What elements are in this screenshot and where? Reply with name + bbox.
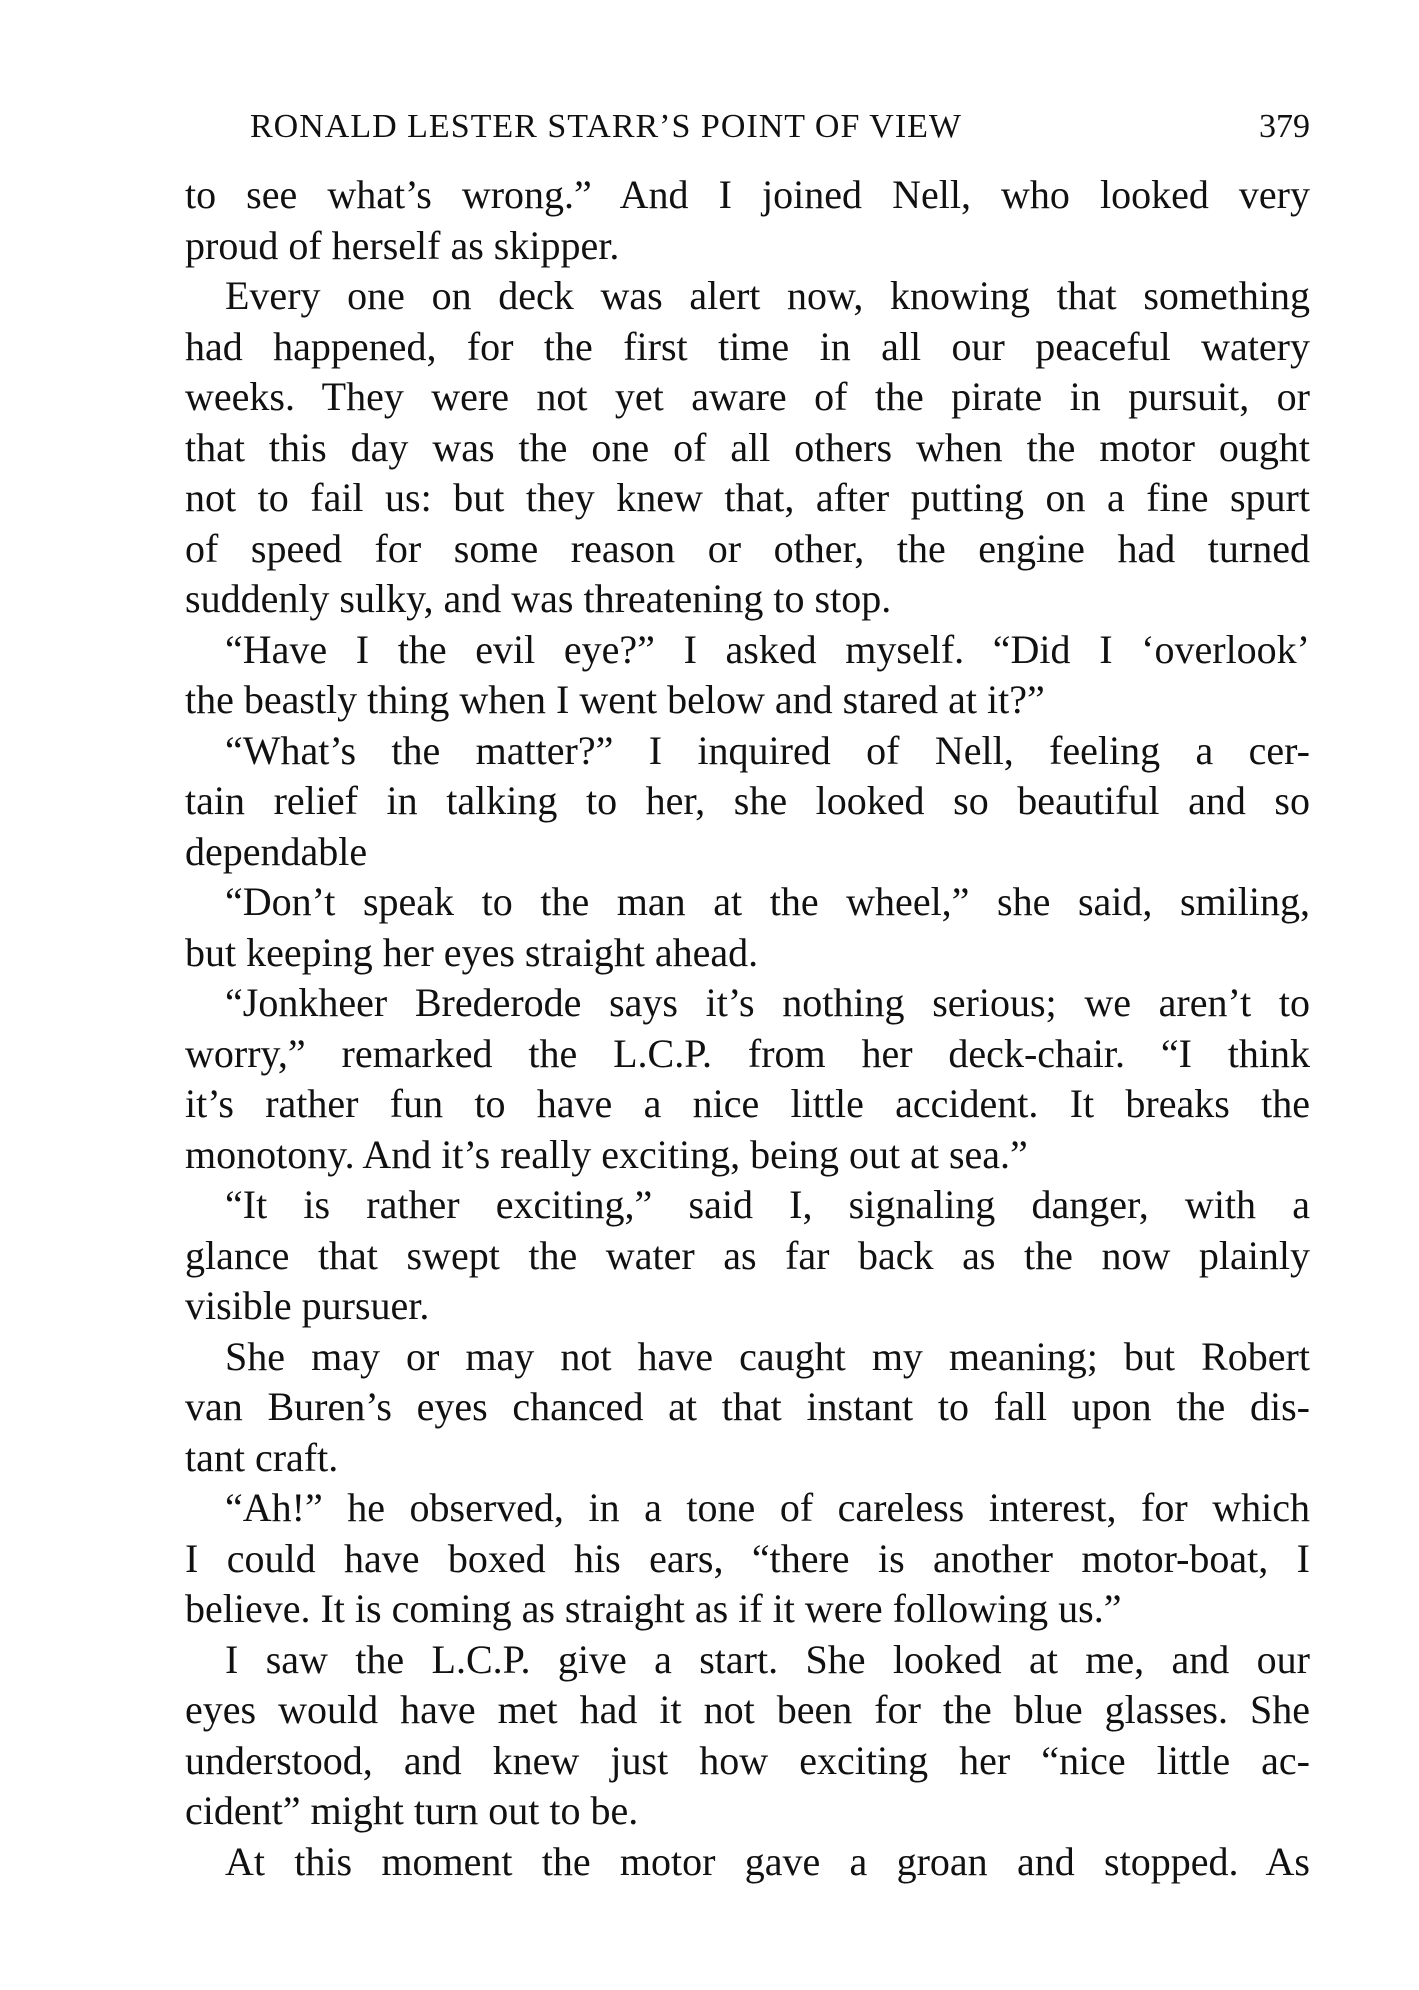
page-number: 379	[1259, 108, 1310, 145]
text-line: van Buren’s eyes chanced at that instant to fall upon the dis-	[185, 1384, 1310, 1429]
text-line: tant craft.	[185, 1434, 339, 1480]
text-line: of speed for some reason or other, the engine had turned	[185, 525, 1310, 571]
text-line: dependable	[185, 828, 368, 874]
text-line: “Jonkheer Brederode says it’s nothing serious; we aren’t to	[225, 980, 1310, 1025]
text-line: Every one on deck was alert now, knowing that something	[225, 273, 1310, 318]
text-line: cident” might turn out to be.	[185, 1788, 639, 1833]
running-head	[250, 108, 1310, 168]
text-line: “Don’t speak to the man at the wheel,” she said, smiling,	[225, 879, 1310, 924]
text-line: it’s rather fun to have a nice little accident. It breaks the	[185, 1081, 1310, 1126]
running-title: RONALD LESTER STARR’S POINT OF VIEW	[250, 108, 962, 145]
text-line: weeks. They were not yet aware of the pirate in pursuit, or	[185, 374, 1310, 419]
text-line: suddenly sulky, and was threatening to stop.	[185, 576, 892, 621]
text-line: not to fail us: but they knew that, after putting on a fine spurt	[185, 475, 1310, 520]
text-line: At this moment the motor gave a groan and stopped. As	[225, 1838, 1310, 1884]
text-line: I could have boxed his ears, “there is another motor-boat, I	[185, 1535, 1310, 1581]
text-line: visible pursuer.	[185, 1283, 430, 1328]
text-line: eyes would have met had it not been for the blue glasses. She	[185, 1687, 1310, 1732]
text-line: understood, and knew just how exciting her “nice little ac-	[185, 1737, 1310, 1783]
text-line: to see what’s wrong.” And I joined Nell, who looked very	[185, 172, 1310, 217]
text-line: tain relief in talking to her, she looked so beautiful and so	[185, 778, 1310, 823]
body-text	[185, 170, 1310, 1887]
text-line: the beastly thing when I went below and stared at it?”	[185, 677, 1045, 722]
text-line: “It is rather exciting,” said I, signaling danger, with a	[225, 1182, 1310, 1227]
text-line: but keeping her eyes straight ahead.	[185, 929, 759, 975]
text-line: worry,” remarked the L.C.P. from her deck-chair. “I think	[185, 1030, 1310, 1076]
text-line: I saw the L.C.P. give a start. She looked at me, and our	[225, 1636, 1310, 1682]
text-line: “What’s the matter?” I inquired of Nell, feeling a cer-	[225, 727, 1310, 773]
text-line: “Ah!” he observed, in a tone of careless interest, for which	[225, 1485, 1310, 1530]
text-line: had happened, for the first time in all our peaceful watery	[185, 323, 1310, 369]
text-line: glance that swept the water as far back as the now plainly	[185, 1232, 1310, 1278]
text-line: monotony. And it’s really exciting, being out at sea.”	[185, 1131, 1028, 1177]
text-line: that this day was the one of all others when the motor ought	[185, 424, 1310, 470]
text-line: She may or may not have caught my meaning; but Robert	[225, 1333, 1310, 1379]
text-line: believe. It is coming as straight as if it were following us.”	[185, 1586, 1122, 1631]
text-line: proud of herself as skipper.	[185, 222, 620, 268]
text-line: “Have I the evil eye?” I asked myself. “Did I ‘overlook’	[225, 626, 1310, 672]
